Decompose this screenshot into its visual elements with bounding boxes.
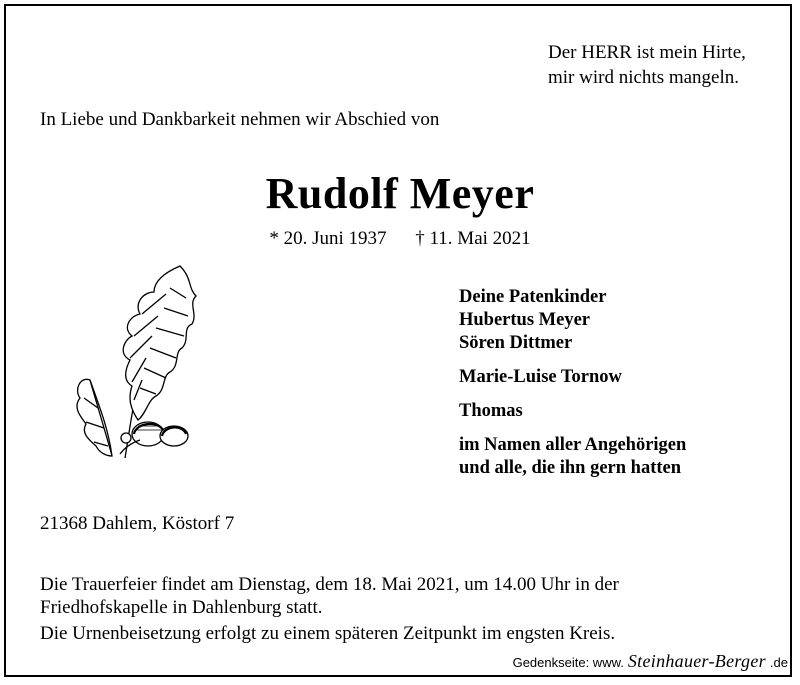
godchildren-group: [459, 286, 686, 355]
mourner-line: Hubertus Meyer: [459, 310, 591, 330]
footer-prefix: Gedenkseite: www.: [512, 655, 624, 670]
birth-date: * 20. Juni 1937: [269, 228, 387, 249]
funeral-notice: [40, 573, 619, 645]
oak-leaf-acorn-icon: [70, 258, 200, 468]
verse-line-2: mir wird nichts mangeln.: [548, 67, 740, 88]
mourners-list: [459, 286, 686, 491]
mourner-line: Deine Patenkinder: [459, 287, 607, 307]
ceremony-line-2: Friedhofskapelle in Dahlenburg statt.: [40, 597, 323, 618]
verse-line-1: Der HERR ist mein Hirte,: [548, 42, 746, 63]
ceremony-line-1: Die Trauerfeier findet am Dienstag, dem 18. Mai 2021, um 14.00 Uhr in der: [40, 574, 619, 595]
closing-group: [459, 434, 686, 480]
life-dates: [0, 227, 800, 251]
death-date: † 11. Mai 2021: [415, 228, 531, 249]
closing-line: und alle, die ihn gern hatten: [459, 458, 682, 478]
intro-text: In Liebe und Dankbarkeit nehmen wir Abschied von: [40, 109, 440, 130]
mourner-marie-luise: Marie-Luise Tornow: [459, 367, 622, 387]
bible-verse: [548, 40, 746, 90]
footer-suffix: .de: [769, 655, 788, 670]
closing-line: im Namen aller Angehörigen: [459, 435, 687, 455]
mourner-line: Sören Dittmer: [459, 333, 573, 353]
urn-burial-text: Die Urnenbeisetzung erfolgt zu einem späteren Zeitpunkt im engsten Kreis.: [40, 623, 616, 644]
memorial-page-link[interactable]: [513, 651, 788, 672]
address: 21368 Dahlem, Köstorf 7: [40, 513, 235, 534]
footer-brand: Steinhauer-Berger: [627, 651, 766, 671]
mourner-thomas: Thomas: [459, 401, 523, 421]
deceased-name: Rudolf Meyer: [265, 169, 535, 218]
